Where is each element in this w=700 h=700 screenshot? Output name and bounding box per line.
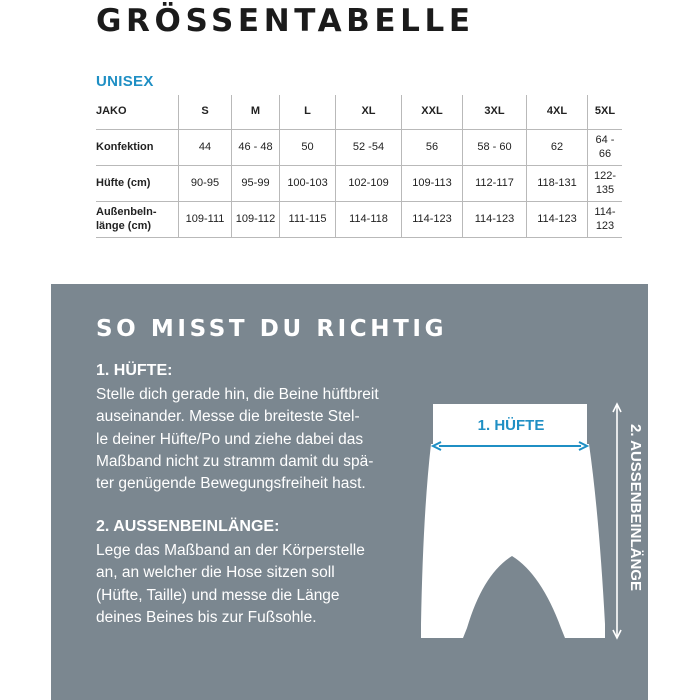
text-line: Maßband nicht zu stramm damit du spä- [96, 452, 374, 470]
hip-label: 1. HÜFTE [477, 417, 545, 434]
row-label [96, 202, 179, 238]
table-cell: 114-118 [336, 202, 402, 238]
leg-length-label: 2. AUSSENBEINLÄNGE [627, 424, 644, 591]
table-row-huefte [96, 166, 622, 202]
row-label-line: Außenbeln- [96, 205, 157, 218]
table-cell: 64 - 66 [588, 130, 623, 166]
table-cell: 109-111 [179, 202, 232, 238]
panel-title: SO MISST DU RICHTIG [96, 316, 448, 342]
table-cell: 122-135 [588, 166, 623, 202]
text-line: le deiner Hüfte/Po und ziehe dabei das [96, 430, 364, 448]
leg-length-instructions [96, 540, 396, 629]
table-cell: 118-131 [527, 166, 588, 202]
table-cell: 111-115 [280, 202, 336, 238]
shorts-illustration [411, 394, 651, 700]
table-cell: 109-112 [232, 202, 280, 238]
table-cell: 90-95 [179, 166, 232, 202]
header-size-4xl: 4XL [527, 95, 588, 130]
page-title: GRÖSSENTABELLE [96, 3, 475, 39]
hip-instructions [96, 384, 396, 495]
table-cell: 114-123 [588, 202, 623, 238]
hip-heading: 1. HÜFTE: [96, 362, 173, 379]
table-cell: 58 - 60 [463, 130, 527, 166]
header-size-xxl: XXL [402, 95, 463, 130]
text-line: Stelle dich gerade hin, die Beine hüftbreit [96, 386, 379, 403]
header-size-5xl: 5XL [588, 95, 623, 130]
header-size-m: M [232, 95, 280, 130]
row-label: Hüfte (cm) [96, 166, 179, 202]
table-cell: 46 - 48 [232, 130, 280, 166]
table-cell: 109-113 [402, 166, 463, 202]
table-header-row [96, 95, 622, 130]
table-row-konfektion [96, 130, 622, 166]
size-table [96, 95, 622, 238]
table-row-aussenbeinlaenge [96, 202, 622, 238]
table-cell: 52 -54 [336, 130, 402, 166]
table-cell: 44 [179, 130, 232, 166]
text-line: ter genügende Bewegungsfreiheit hast. [96, 475, 366, 493]
table-cell: 114-123 [463, 202, 527, 238]
table-subtitle: UNISEX [96, 73, 154, 90]
row-label-line: länge (cm) [96, 219, 152, 232]
table-cell: 50 [280, 130, 336, 166]
header-brand: JAKO [96, 95, 179, 130]
table-cell: 114-123 [402, 202, 463, 238]
table-cell: 95-99 [232, 166, 280, 202]
shorts-body [421, 444, 605, 638]
table-cell: 100-103 [280, 166, 336, 202]
header-size-xl: XL [336, 95, 402, 130]
header-size-l: L [280, 95, 336, 130]
row-label: Konfektion [96, 140, 154, 153]
leg-length-heading: 2. AUSSENBEINLÄNGE: [96, 518, 280, 535]
measuring-guide-panel [51, 284, 648, 700]
table-cell: 62 [527, 130, 588, 166]
text-line: an, an welcher die Hose sitzen soll [96, 564, 335, 582]
text-line: (Hüfte, Taille) und messe die Länge [96, 586, 340, 604]
table-cell: 56 [402, 130, 463, 166]
header-size-s: S [179, 95, 232, 130]
text-line: deines Beines bis zur Fußsohle. [96, 608, 317, 626]
header-size-3xl: 3XL [463, 95, 527, 130]
table-cell: 112-117 [463, 166, 527, 202]
table-cell: 102-109 [336, 166, 402, 202]
text-line: auseinander. Messe die breiteste Stel- [96, 408, 360, 426]
table-cell: 114-123 [527, 202, 588, 238]
text-line: Lege das Maßband an der Körperstelle [96, 542, 365, 559]
